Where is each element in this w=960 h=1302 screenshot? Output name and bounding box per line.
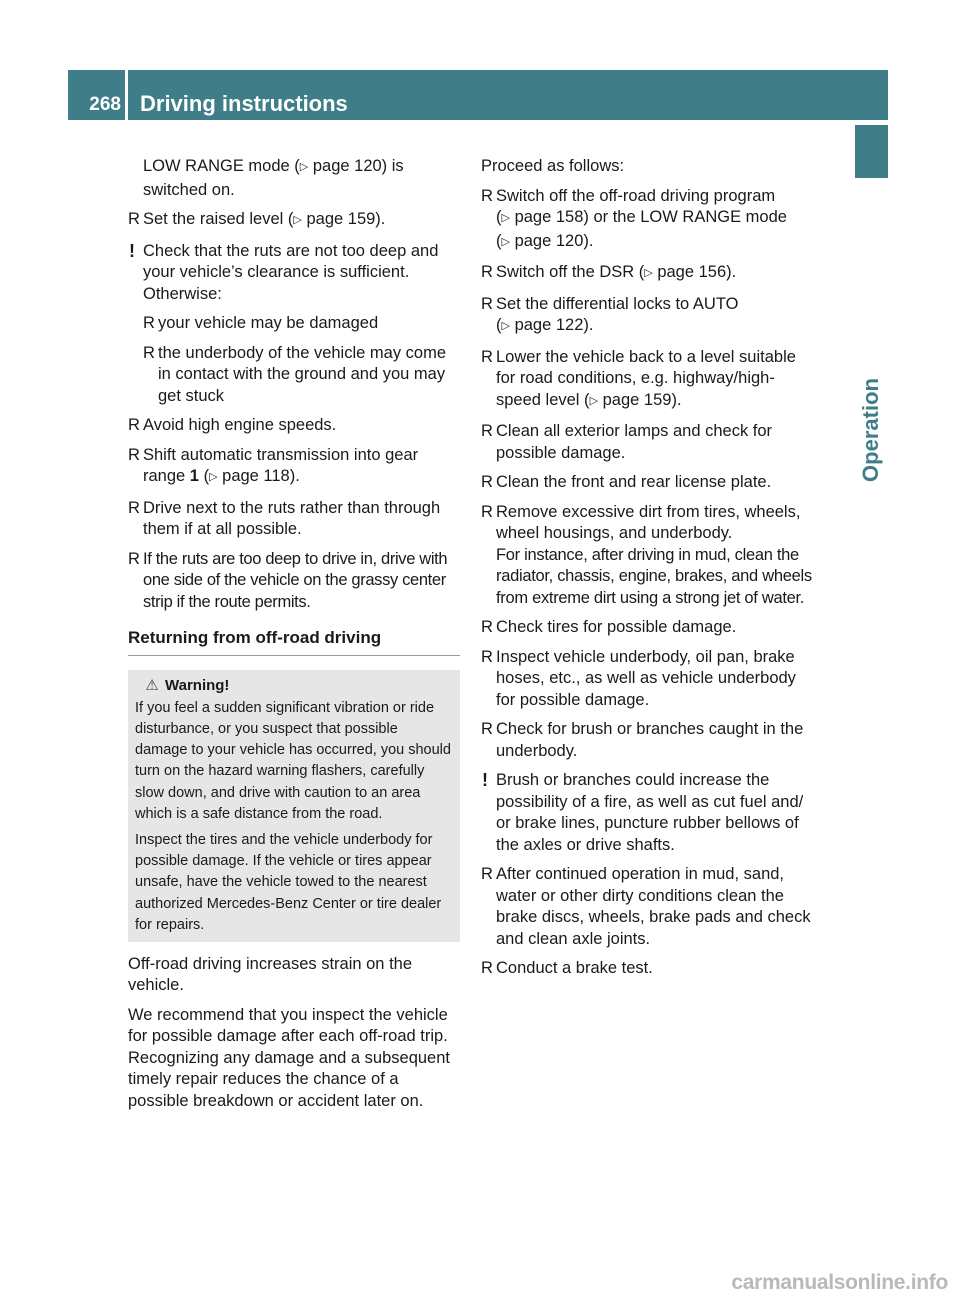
list-item: R Switch off the DSR (▷ page 156). xyxy=(481,262,814,286)
page-reference[interactable]: ▷ page 156). xyxy=(644,263,737,281)
caution-note: ! Check that the ruts are not too deep and your vehicle’s clearance is sufficient. Otherwise: xyxy=(129,240,439,303)
arrow-icon: ▷ xyxy=(501,212,510,224)
paragraph: We recommend that you inspect the vehicle for possible damage after each off-road trip. Recognizing any damage and a subsequent timely repair reduces the chance of a possible breakdown or accident later on. xyxy=(128,1005,450,1110)
list-item: R your vehicle may be damaged xyxy=(143,313,460,335)
caution-note: ! Brush or branches could increase the possibility of a fire, as well as cut fuel and/ or brake lines, puncture rubber bellows of the axles or drive shafts. xyxy=(482,770,804,854)
bullet-icon: R xyxy=(128,549,140,568)
page-reference[interactable]: ▷ page 122). xyxy=(501,316,594,334)
page-number: 268 xyxy=(89,94,121,115)
page-header xyxy=(68,70,888,120)
page-reference[interactable]: ▷ page 118). xyxy=(209,467,300,485)
list-item: R Lower the vehicle back to a level suitable for road conditions, e.g. highway/high-speed level (▷ page 159). xyxy=(481,347,796,409)
bullet-icon: R xyxy=(128,210,140,228)
page-reference[interactable]: ▷ page 159). xyxy=(589,390,682,409)
bullet-icon: R xyxy=(481,422,493,440)
list-item: R Conduct a brake test. xyxy=(481,958,814,980)
arrow-icon: ▷ xyxy=(644,267,653,279)
bullet-icon: R xyxy=(128,416,140,434)
arrow-icon: ▷ xyxy=(501,320,510,332)
bullet-icon: R xyxy=(143,343,155,362)
bullet-icon: R xyxy=(481,647,493,666)
page-number-box xyxy=(68,70,125,120)
page-reference[interactable]: ▷ page 158) or the LOW RANGE mode xyxy=(501,208,787,226)
arrow-icon: ▷ xyxy=(501,235,510,248)
bullet-icon: R xyxy=(481,473,493,491)
bullet-icon: R xyxy=(481,865,493,883)
bullet-icon: R xyxy=(481,347,493,366)
list-item: R If the ruts are too deep to drive in, drive with one side of the vehicle on the grassy center strip if the route permits. xyxy=(128,549,448,611)
list-item: R the underbody of the vehicle may come in contact with the ground and you may get stuck xyxy=(143,343,447,405)
intro-text: Proceed as follows: xyxy=(481,157,625,175)
list-item: R Remove excessive dirt from tires, wheels, wheel housings, and underbody. For instance, after driving in mud, clean the radiator, chassis, engine, brakes, and wheels from extreme dirt using a strong jet of water. xyxy=(481,502,812,607)
list-item: R Shift automatic transmission into gear range 1 (▷ page 118). xyxy=(128,445,419,485)
list-item: R Inspect vehicle underbody, oil pan, brake hoses, etc., as well as vehicle underbody for possible damage. xyxy=(481,647,796,709)
arrow-icon: ▷ xyxy=(293,214,302,226)
warning-triangle-icon: ⚠ xyxy=(145,676,159,694)
page-reference[interactable]: ▷ page 120) is xyxy=(299,157,404,175)
page-reference[interactable]: ▷ page 159). xyxy=(293,210,386,228)
chapter-title: Driving instructions xyxy=(140,91,348,116)
bullet-icon: R xyxy=(143,314,155,332)
list-item: R Check for brush or branches caught in the underbody. xyxy=(481,720,804,760)
list-item: R Set the differential locks to AUTO (▷ page 122). xyxy=(481,294,739,334)
bullet-icon: R xyxy=(128,445,140,464)
list-item: R Switch off the off-road driving program (▷ page 158) or the LOW RANGE mode (▷ page 120). xyxy=(481,186,787,250)
continued-text: LOW RANGE mode (▷ page 120) is switched on. xyxy=(143,157,404,199)
section-label: Operation xyxy=(858,378,883,482)
list-item: R Clean the front and rear license plate. xyxy=(481,472,814,494)
list-item: R After continued operation in mud, sand, water or other dirty conditions clean the brake discs, wheels, brake pads and check and clean axle joints. xyxy=(481,865,811,948)
bullet-icon: R xyxy=(481,186,493,205)
list-item: R Check tires for possible damage. xyxy=(481,617,814,639)
warning-text: If you feel a sudden significant vibration or ride disturbance, or you suspect that possible damage to your vehicle has occurred, you should turn on the hazard warning flashers, carefully slow down, and drive with caution to an area which is a safe distance from the road. xyxy=(135,699,451,822)
bullet-icon: R xyxy=(481,263,493,281)
list-item: R Drive next to the ruts rather than through them if at all possible. xyxy=(128,498,441,538)
list-item: R Clean all exterior lamps and check for possible damage. xyxy=(481,422,773,462)
bullet-icon: R xyxy=(481,618,493,636)
arrow-icon: ▷ xyxy=(209,471,218,483)
exclamation-icon: ! xyxy=(482,770,488,790)
bullet-icon: R xyxy=(481,959,493,977)
warning-text: Inspect the tires and the vehicle underbody for possible damage. If the vehicle or tires appear unsafe, have the vehicle towed to the nearest authorized Mercedes-Benz Center or tire dealer for repairs. xyxy=(135,831,442,933)
left-column xyxy=(128,156,460,1120)
bullet-icon: R xyxy=(481,294,493,313)
arrow-icon: ▷ xyxy=(589,394,599,407)
bullet-icon: R xyxy=(128,498,140,517)
section-tab-marker xyxy=(855,125,888,178)
paragraph: Off-road driving increases strain on the vehicle. xyxy=(128,954,413,995)
arrow-icon: ▷ xyxy=(299,161,309,173)
page-reference[interactable]: ▷ page 120). xyxy=(501,231,594,250)
right-column xyxy=(481,156,814,988)
chapter-title-bar xyxy=(128,70,888,120)
exclamation-icon: ! xyxy=(129,240,135,261)
warning-box xyxy=(128,670,460,942)
bullet-icon: R xyxy=(481,502,493,521)
warning-heading: ⚠ Warning! xyxy=(135,675,453,696)
list-item: R Set the raised level (▷ page 159). xyxy=(128,209,460,233)
watermark: carmanualsonline.info xyxy=(731,1270,948,1294)
gear-range-value: 1 xyxy=(189,467,199,485)
list-item: R Avoid high engine speeds. xyxy=(128,415,460,437)
bullet-icon: R xyxy=(481,720,493,738)
section-heading: Returning from off-road driving xyxy=(128,627,460,656)
